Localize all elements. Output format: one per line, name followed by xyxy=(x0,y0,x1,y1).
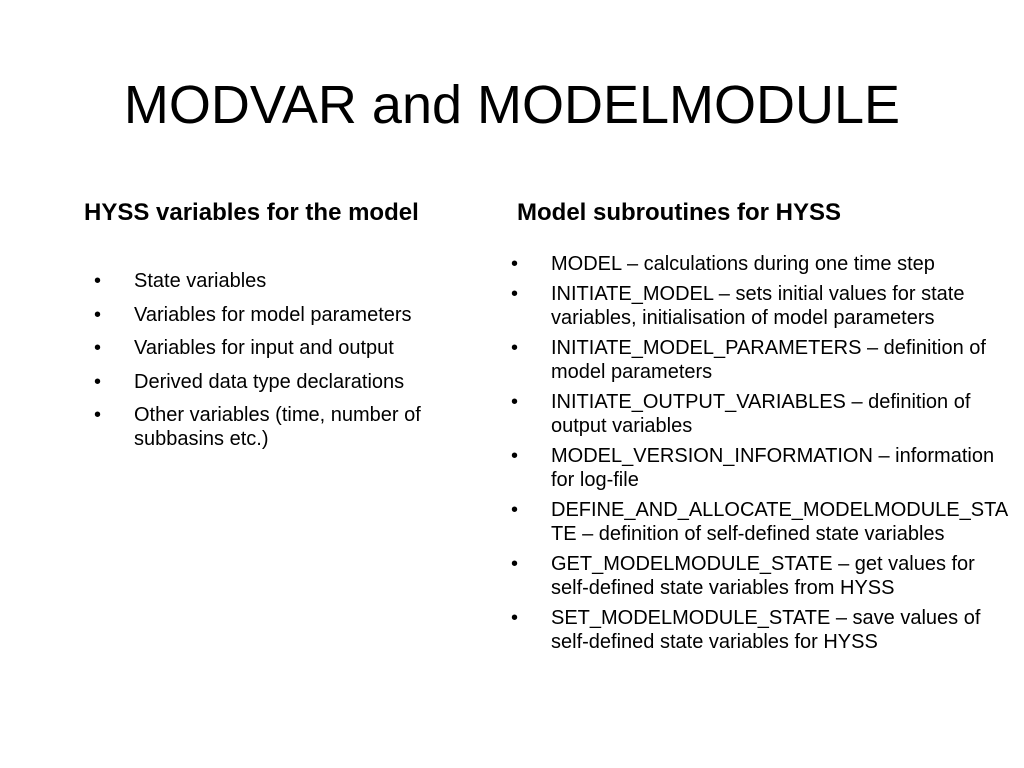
bullet-icon: • xyxy=(511,499,519,521)
list-item-text: INITIATE_MODEL – sets initial values for state variables, initialisation of model parameters xyxy=(551,283,965,329)
list-item-text: GET_MODELMODULE_STATE – get values for self-defined state variables from HYSS xyxy=(551,553,975,599)
list-item xyxy=(511,252,1011,276)
slide-title: MODVAR and MODELMODULE xyxy=(123,75,901,135)
list-item-text: MODEL_VERSION_INFORMATION – information for log-file xyxy=(551,445,995,491)
bullet-icon: • xyxy=(94,303,102,326)
list-item xyxy=(94,403,474,451)
list-item xyxy=(511,606,1011,654)
right-column-heading: Model subroutines for HYSS xyxy=(517,199,842,226)
list-item xyxy=(511,444,1011,492)
bullet-icon: • xyxy=(94,270,102,292)
model-subroutines-list xyxy=(511,252,1011,660)
bullet-icon: • xyxy=(511,283,519,305)
list-item xyxy=(511,390,1011,438)
list-item xyxy=(511,336,1011,384)
bullet-icon: • xyxy=(511,607,519,629)
list-item-text: MODEL – calculations during one time step xyxy=(551,253,935,275)
bullet-icon: • xyxy=(511,391,519,413)
list-item xyxy=(511,282,1011,330)
list-item xyxy=(511,552,1011,600)
bullet-icon: • xyxy=(511,445,519,467)
bullet-icon: • xyxy=(94,404,102,426)
bullet-icon: • xyxy=(94,337,102,359)
list-item-text: State variables xyxy=(134,270,267,292)
list-item xyxy=(94,336,474,360)
list-item-text: DEFINE_AND_ALLOCATE_MODELMODULE_STATE – definition of self-defined state variables xyxy=(551,499,1009,545)
list-item xyxy=(94,370,474,394)
bullet-icon: • xyxy=(511,553,519,575)
list-item-text: Variables for input and output xyxy=(134,337,394,359)
bullet-icon: • xyxy=(94,370,102,393)
list-item-text: Derived data type declarations xyxy=(134,370,405,393)
bullet-icon: • xyxy=(511,337,519,359)
left-column-heading: HYSS variables for the model xyxy=(84,199,419,226)
bullet-icon: • xyxy=(511,253,519,275)
list-item-text: Variables for model parameters xyxy=(134,303,412,326)
list-item xyxy=(94,269,474,293)
list-item xyxy=(94,303,474,327)
list-item-text: INITIATE_MODEL_PARAMETERS – definition of model parameters xyxy=(551,337,986,383)
list-item xyxy=(511,498,1011,546)
list-item-text: Other variables (time, number of subbasins etc.) xyxy=(134,404,421,450)
list-item-text: SET_MODELMODULE_STATE – save values of self-defined state variables for HYSS xyxy=(551,607,981,653)
hyss-variables-list xyxy=(94,269,474,461)
list-item-text: INITIATE_OUTPUT_VARIABLES – definition of output variables xyxy=(551,391,971,437)
